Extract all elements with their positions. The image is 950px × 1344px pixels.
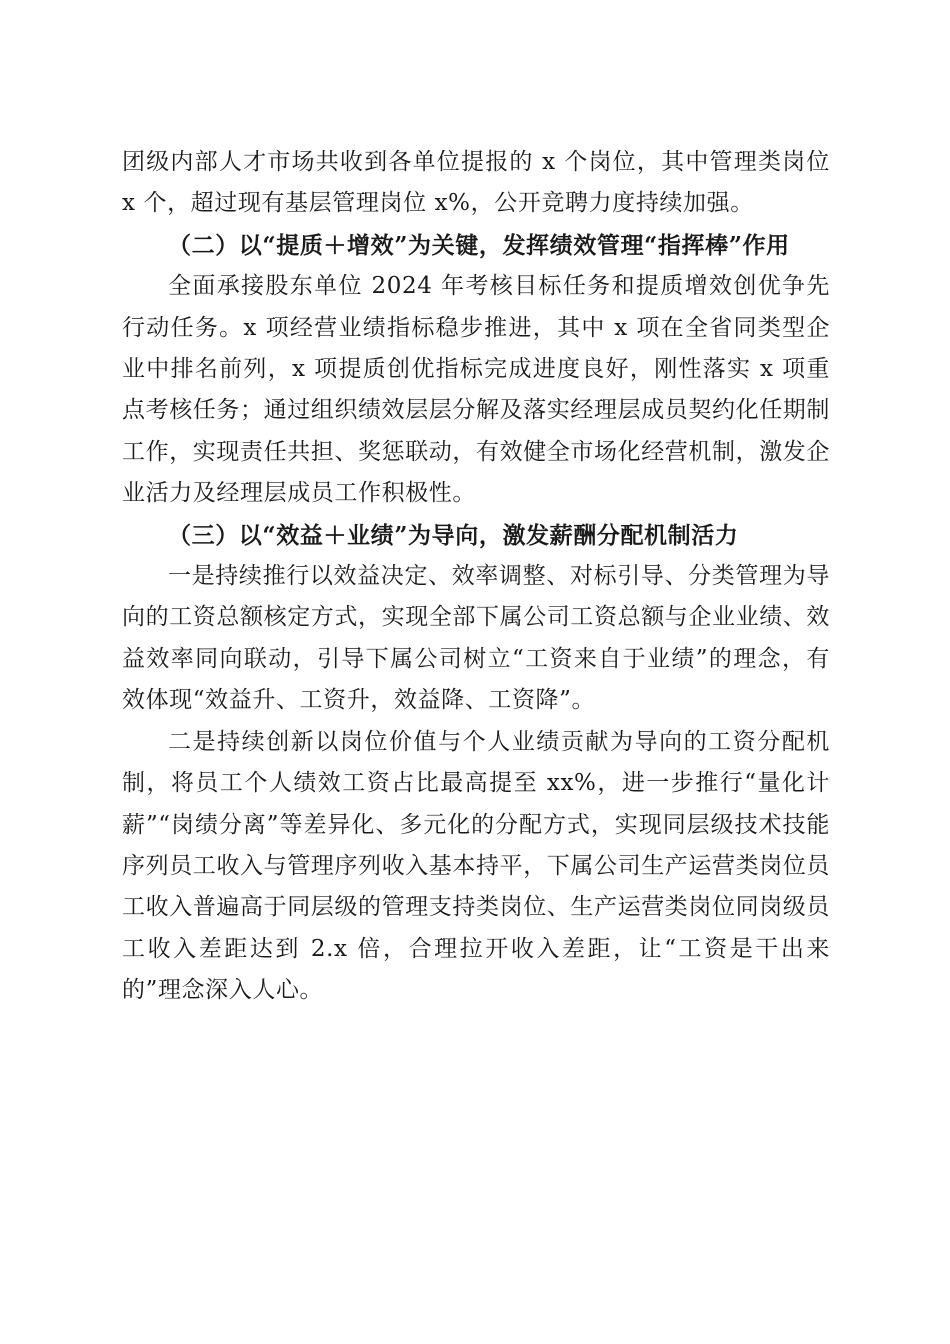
- body-paragraph: 全面承接股东单位 2024 年考核目标任务和提质增效创优争先行动任务。x 项经营业绩指标稳步推进，其中 x 项在全省同类型企业中排名前列，x 项提质创优指标完成进度良好，刚性落实 x 项重点考核任务；通过组织绩效层层分解及落实经理层成员契约化任期制工作，实现责任共担、奖惩联动，有效健全市场化经营机制，激发企业活力及经理层成员工作积极性。: [122, 273, 830, 507]
- section-heading-three: （三）以“效益＋业绩”为导向，激发薪酬分配机制活力: [168, 521, 739, 549]
- body-paragraph: 二是持续创新以岗位价值与个人业绩贡献为导向的工资分配机制，将员工个人绩效工资占比最高提至 xx%，进一步推行“量化计薪”“岗绩分离”等差异化、多元化的分配方式，实现同层级技术技能序列员工收入与管理序列收入基本持平，下属公司生产运营类岗位员工收入普遍高于同层级的管理支持类岗位、生产运营类岗位同岗级员工收入差距达到 2.x 倍，合理拉开收入差距，让“工资是干出来的”理念深入人心。: [122, 728, 830, 1004]
- section-heading-two: （二）以“提质＋增效”为关键，发挥绩效管理“指挥棒”作用: [168, 231, 790, 259]
- document-body: [122, 142, 830, 1012]
- body-paragraph: 一是持续推行以效益决定、效率调整、对标引导、分类管理为导向的工资总额核定方式，实现全部下属公司工资总额与企业业绩、效益效率同向联动，引导下属公司树立“工资来自于业绩”的理念，有效体现“效益升、工资升，效益降、工资降”。: [122, 563, 830, 714]
- continuation-paragraph: 团级内部人才市场共收到各单位提报的 x 个岗位，其中管理类岗位 x 个，超过现有基层管理岗位 x%，公开竞聘力度持续加强。: [122, 149, 830, 217]
